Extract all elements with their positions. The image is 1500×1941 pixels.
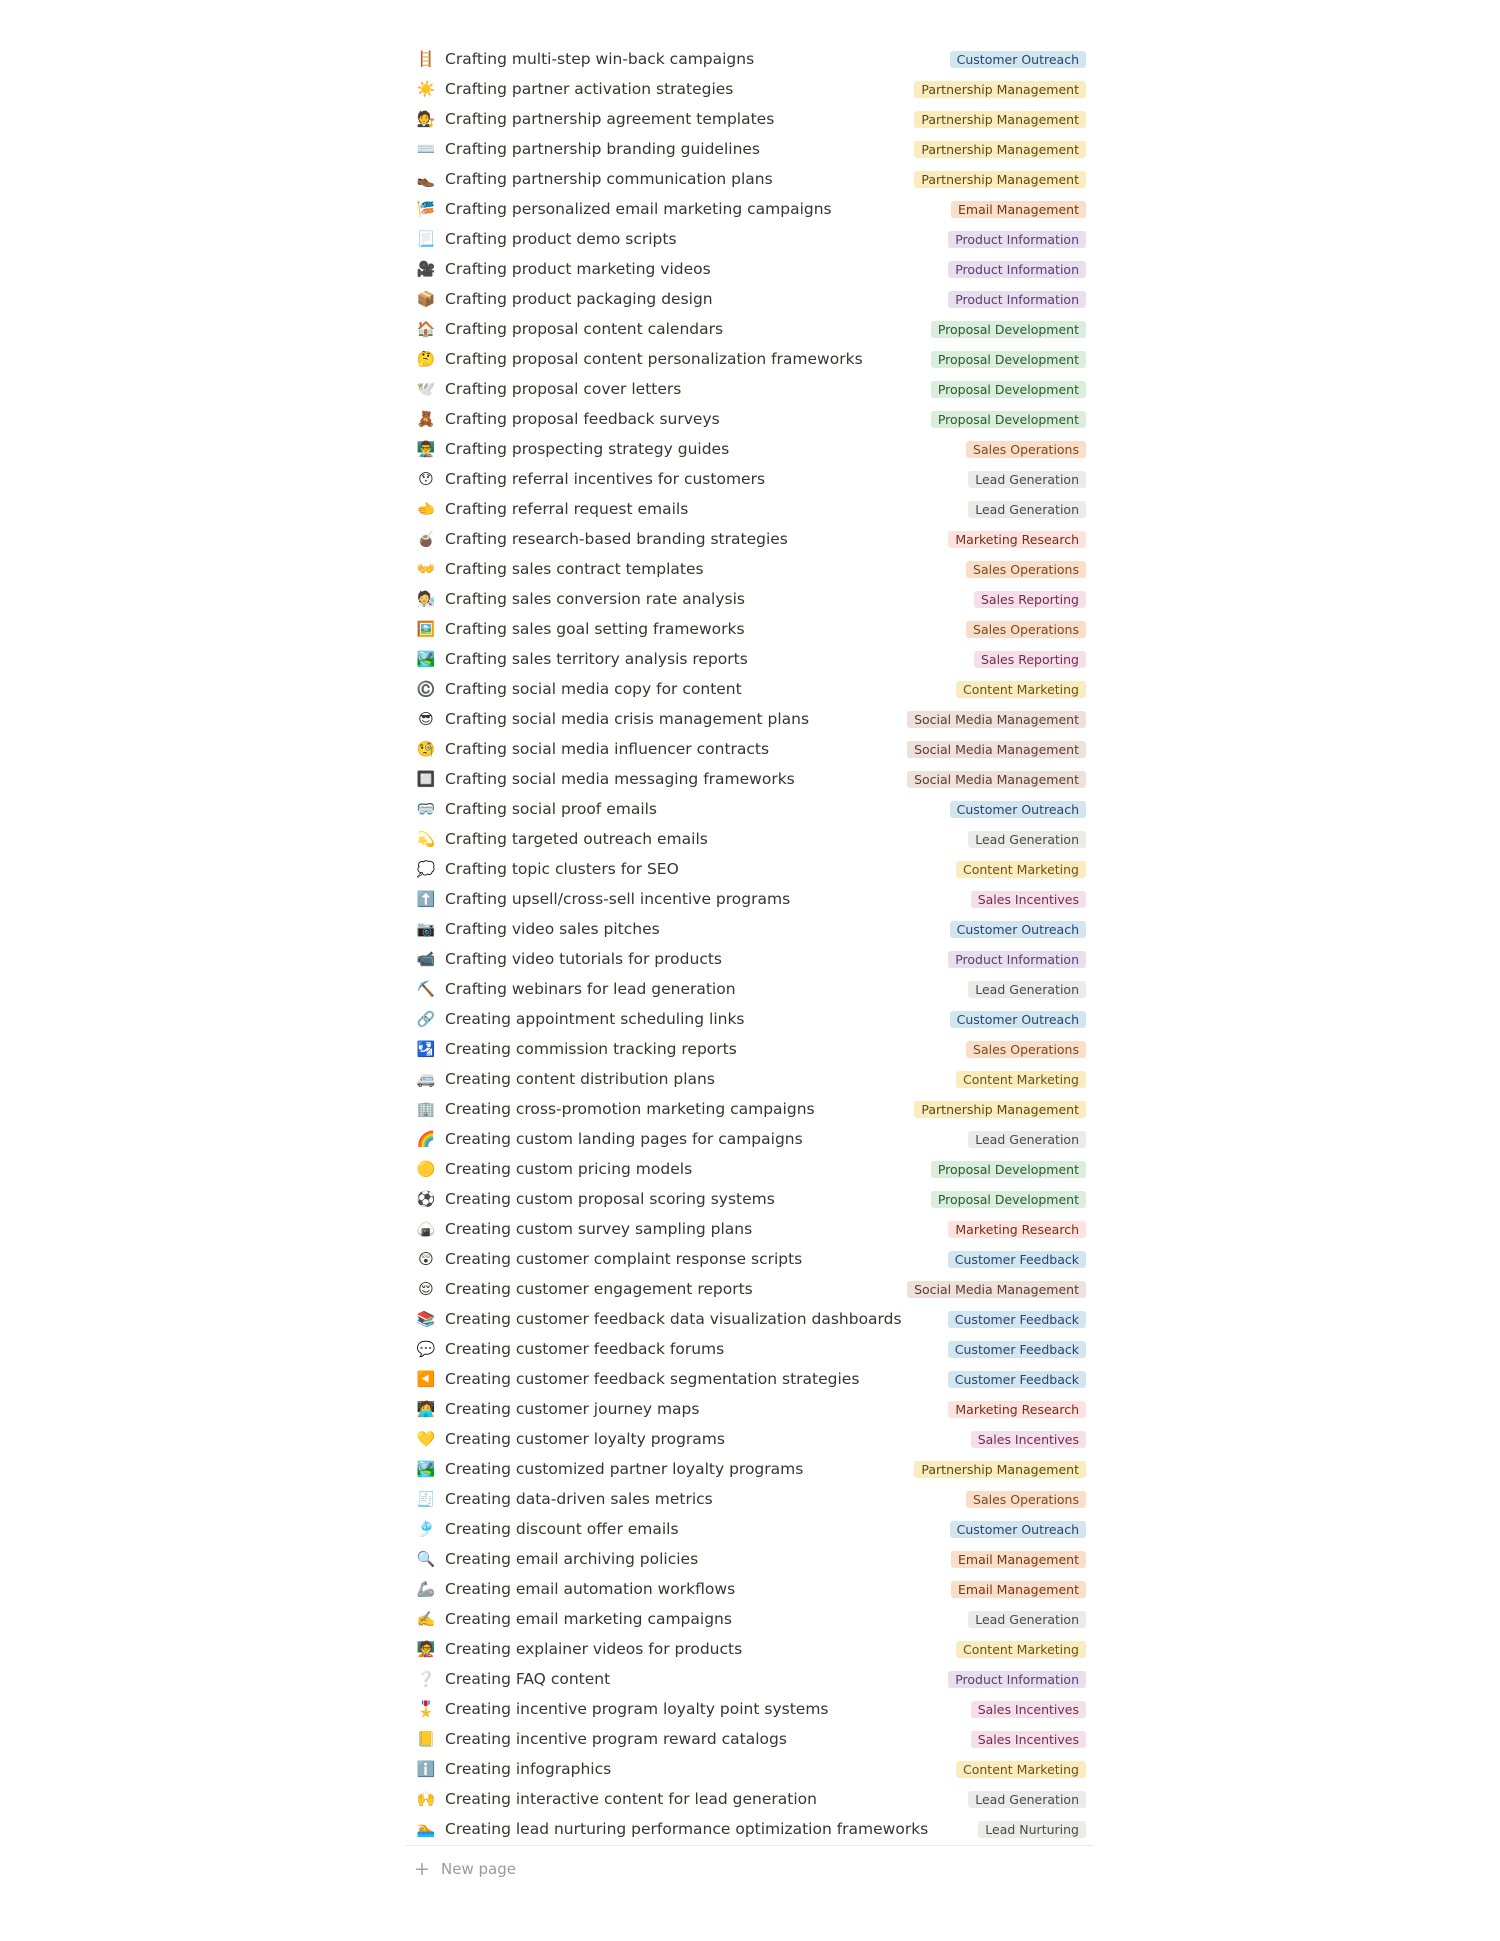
list-item[interactable] (411, 464, 1093, 494)
category-tag: Lead Generation (968, 1791, 1086, 1808)
category-tag: Sales Incentives (971, 1431, 1086, 1448)
item-title: Creating commission tracking reports (445, 1040, 737, 1058)
category-tag: Product Information (948, 1671, 1086, 1688)
category-tag: Partnership Management (914, 1461, 1086, 1478)
square-button-icon: 🔲 (416, 769, 436, 788)
category-tag: Content Marketing (956, 681, 1086, 698)
category-tag: Customer Feedback (948, 1341, 1086, 1358)
item-title: Creating interactive content for lead generation (445, 1790, 817, 1808)
database-list (411, 44, 1093, 1844)
movie-camera-icon: 🎥 (416, 259, 436, 278)
item-title: Creating infographics (445, 1760, 612, 1778)
item-title: Crafting social media messaging frameworks (445, 770, 795, 788)
ledger-icon: 📒 (416, 1729, 436, 1748)
list-item[interactable] (411, 74, 1093, 104)
item-title: Creating discount offer emails (445, 1520, 679, 1538)
category-tag: Customer Outreach (950, 1011, 1086, 1028)
scientist-icon: 🧑‍🔬 (416, 589, 436, 608)
list-item[interactable] (411, 1214, 1093, 1244)
category-tag: Proposal Development (931, 351, 1086, 368)
hand-icon: 🫲 (416, 499, 436, 518)
list-item[interactable] (411, 1454, 1093, 1484)
list-item[interactable] (411, 194, 1093, 224)
list-item[interactable] (411, 674, 1093, 704)
list-item[interactable] (411, 1154, 1093, 1184)
category-tag: Lead Generation (968, 1131, 1086, 1148)
category-tag: Sales Incentives (971, 891, 1086, 908)
shoe-icon: 👞 (416, 169, 436, 188)
list-item[interactable] (411, 314, 1093, 344)
list-item[interactable] (411, 104, 1093, 134)
item-title: Crafting proposal content calendars (445, 320, 724, 338)
item-title: Crafting personalized email marketing campaigns (445, 200, 832, 218)
list-item[interactable] (411, 1514, 1093, 1544)
list-item[interactable] (411, 374, 1093, 404)
category-tag: Sales Incentives (971, 1701, 1086, 1718)
item-title: Crafting webinars for lead generation (445, 980, 736, 998)
list-item[interactable] (411, 1004, 1093, 1034)
item-title: Crafting sales contract templates (445, 560, 704, 578)
video-camera-icon: 📹 (416, 949, 436, 968)
pick-icon: ⛏️ (416, 979, 436, 998)
item-title: Creating email marketing campaigns (445, 1610, 732, 1628)
list-item[interactable] (411, 824, 1093, 854)
category-tag: Lead Generation (968, 471, 1086, 488)
list-item[interactable] (411, 794, 1093, 824)
magnifying-glass-icon: 🔍 (416, 1549, 436, 1568)
item-title: Crafting upsell/cross-sell incentive programs (445, 890, 791, 908)
list-item[interactable] (411, 1634, 1093, 1664)
mechanical-arm-icon: 🦾 (416, 1579, 436, 1598)
category-tag: Customer Outreach (950, 801, 1086, 818)
item-title: Crafting product demo scripts (445, 230, 677, 248)
category-tag: Proposal Development (931, 411, 1086, 428)
list-item[interactable] (411, 1124, 1093, 1154)
category-tag: Proposal Development (931, 1161, 1086, 1178)
category-tag: Sales Incentives (971, 1731, 1086, 1748)
list-item[interactable] (411, 1754, 1093, 1784)
list-item[interactable] (411, 434, 1093, 464)
category-tag: Content Marketing (956, 1761, 1086, 1778)
item-title: Crafting topic clusters for SEO (445, 860, 679, 878)
list-item[interactable] (411, 614, 1093, 644)
thought-bubble-icon: 💭 (416, 859, 436, 878)
category-tag: Content Marketing (956, 861, 1086, 878)
item-title: Creating customer feedback data visualization dashboards (445, 1310, 902, 1328)
list-item[interactable] (411, 1304, 1093, 1334)
list-item[interactable] (411, 1604, 1093, 1634)
category-tag: Proposal Development (931, 381, 1086, 398)
sun-icon: ☀️ (416, 79, 436, 98)
monocle-face-icon: 🧐 (416, 739, 436, 758)
item-title: Creating lead nurturing performance optimization frameworks (445, 1820, 929, 1838)
category-tag: Lead Generation (968, 981, 1086, 998)
list-item[interactable] (411, 1664, 1093, 1694)
category-tag: Proposal Development (931, 321, 1086, 338)
category-tag: Partnership Management (914, 171, 1086, 188)
item-title: Creating custom landing pages for campaigns (445, 1130, 803, 1148)
category-tag: Product Information (948, 261, 1086, 278)
ladder-icon: 🪜 (416, 49, 436, 68)
list-item[interactable] (411, 1724, 1093, 1754)
left-triangle-icon: ◀️ (416, 1369, 436, 1388)
sunglasses-face-icon: 😎 (418, 709, 434, 728)
item-title: Crafting social media copy for content (445, 680, 742, 698)
list-item[interactable] (411, 1184, 1093, 1214)
category-tag: Marketing Research (948, 531, 1086, 548)
framed-picture-icon: 🖼️ (416, 619, 436, 638)
new-page-label: New page (441, 1860, 516, 1878)
category-tag: Customer Feedback (948, 1251, 1086, 1268)
soccer-ball-icon: ⚽ (416, 1189, 436, 1208)
list-item[interactable] (411, 584, 1093, 614)
category-tag: Lead Generation (968, 501, 1086, 518)
category-tag: Sales Operations (966, 1041, 1086, 1058)
list-item[interactable] (411, 644, 1093, 674)
list-item[interactable] (411, 1094, 1093, 1124)
category-tag: Sales Operations (966, 441, 1086, 458)
category-tag: Marketing Research (948, 1401, 1086, 1418)
writing-hand-icon: ✍️ (416, 1609, 436, 1628)
medal-icon: 🎖️ (416, 1699, 436, 1718)
category-tag: Lead Generation (968, 1611, 1086, 1628)
receipt-icon: 🧾 (416, 1489, 436, 1508)
item-title: Crafting referral request emails (445, 500, 689, 518)
list-item[interactable] (411, 1244, 1093, 1274)
list-item[interactable] (411, 1394, 1093, 1424)
category-tag: Sales Operations (966, 561, 1086, 578)
list-item[interactable] (411, 224, 1093, 254)
item-title: Crafting product packaging design (445, 290, 713, 308)
rice-ball-icon: 🍙 (416, 1219, 436, 1238)
list-item[interactable] (411, 1274, 1093, 1304)
relieved-face-icon: 😌 (418, 1279, 434, 1298)
category-tag: Customer Feedback (948, 1311, 1086, 1328)
item-title: Crafting prospecting strategy guides (445, 440, 730, 458)
goggles-icon: 🥽 (416, 799, 436, 818)
list-item[interactable] (411, 554, 1093, 584)
list-item[interactable] (411, 134, 1093, 164)
list-item[interactable] (411, 404, 1093, 434)
new-page-button[interactable] (411, 1855, 516, 1883)
item-title: Creating data-driven sales metrics (445, 1490, 713, 1508)
item-title: Crafting video sales pitches (445, 920, 660, 938)
category-tag: Email Management (951, 201, 1086, 218)
plus-icon: + (414, 1858, 430, 1880)
category-tag: Content Marketing (956, 1071, 1086, 1088)
national-park-icon: 🏞️ (416, 649, 436, 668)
item-title: Crafting multi-step win-back campaigns (445, 50, 755, 68)
item-title: Creating FAQ content (445, 1670, 611, 1688)
dizzy-star-icon: 💫 (416, 829, 436, 848)
category-tag: Customer Outreach (950, 1521, 1086, 1538)
category-tag: Customer Outreach (950, 51, 1086, 68)
item-title: Creating appointment scheduling links (445, 1010, 745, 1028)
office-building-icon: 🏢 (416, 1099, 436, 1118)
category-tag: Partnership Management (914, 111, 1086, 128)
category-tag: Email Management (951, 1551, 1086, 1568)
item-title: Crafting research-based branding strategies (445, 530, 788, 548)
category-tag: Social Media Management (907, 741, 1086, 758)
speech-bubble-icon: 💬 (416, 1339, 436, 1358)
page-icon: 📃 (416, 229, 436, 248)
item-title: Crafting proposal feedback surveys (445, 410, 720, 428)
item-title: Creating custom pricing models (445, 1160, 693, 1178)
item-title: Crafting sales goal setting frameworks (445, 620, 745, 638)
list-item[interactable] (411, 284, 1093, 314)
teacher-icon: 👨‍🏫 (416, 439, 436, 458)
category-tag: Social Media Management (907, 711, 1086, 728)
presenter-icon: 🧑‍🏫 (416, 1639, 436, 1658)
item-title: Crafting partner activation strategies (445, 80, 734, 98)
list-item[interactable] (411, 1544, 1093, 1574)
category-tag: Social Media Management (907, 1281, 1086, 1298)
item-title: Crafting partnership agreement templates (445, 110, 775, 128)
item-title: Creating email automation workflows (445, 1580, 736, 1598)
list-item[interactable] (411, 1694, 1093, 1724)
carp-streamer-icon: 🎏 (416, 199, 436, 218)
list-item[interactable] (411, 524, 1093, 554)
item-title: Crafting social proof emails (445, 800, 658, 818)
category-tag: Product Information (948, 951, 1086, 968)
item-title: Creating customized partner loyalty programs (445, 1460, 804, 1478)
package-icon: 📦 (416, 289, 436, 308)
item-title: Creating customer complaint response scripts (445, 1250, 803, 1268)
wind-chime-icon: 🎐 (416, 1519, 436, 1538)
category-tag: Partnership Management (914, 141, 1086, 158)
category-tag: Sales Operations (966, 1491, 1086, 1508)
list-item[interactable] (411, 1784, 1093, 1814)
swimmer-icon: 🏊 (416, 1819, 436, 1838)
category-tag: Email Management (951, 1581, 1086, 1598)
house-icon: 🏠 (416, 319, 436, 338)
information-icon: ℹ️ (416, 1759, 436, 1778)
category-tag: Customer Feedback (948, 1371, 1086, 1388)
list-item[interactable] (411, 1334, 1093, 1364)
category-tag: Customer Outreach (950, 921, 1086, 938)
item-title: Creating cross-promotion marketing campaigns (445, 1100, 815, 1118)
item-title: Crafting targeted outreach emails (445, 830, 708, 848)
landscape-icon: 🏞️ (416, 1459, 436, 1478)
category-tag: Sales Operations (966, 621, 1086, 638)
list-item[interactable] (411, 1484, 1093, 1514)
list-item[interactable] (411, 1034, 1093, 1064)
list-item[interactable] (411, 734, 1093, 764)
item-title: Crafting video tutorials for products (445, 950, 722, 968)
question-mark-icon: ❔ (416, 1669, 436, 1688)
list-item[interactable] (411, 974, 1093, 1004)
item-title: Creating customer feedback forums (445, 1340, 725, 1358)
category-tag: Marketing Research (948, 1221, 1086, 1238)
item-title: Creating customer journey maps (445, 1400, 700, 1418)
list-item[interactable] (411, 884, 1093, 914)
item-title: Creating customer engagement reports (445, 1280, 753, 1298)
item-title: Creating incentive program reward catalogs (445, 1730, 787, 1748)
up-arrow-icon: ⬆️ (416, 889, 436, 908)
item-title: Crafting social media influencer contracts (445, 740, 770, 758)
copyright-icon: ©️ (416, 679, 436, 698)
list-item[interactable] (411, 1574, 1093, 1604)
van-icon: 🚐 (416, 1069, 436, 1088)
item-title: Crafting sales territory analysis reports (445, 650, 748, 668)
camera-icon: 📷 (416, 919, 436, 938)
list-item[interactable] (411, 704, 1093, 734)
category-tag: Partnership Management (914, 81, 1086, 98)
rainbow-icon: 🌈 (416, 1129, 436, 1148)
technologist-icon: 🧑‍💻 (416, 1399, 436, 1418)
list-item[interactable] (411, 344, 1093, 374)
category-tag: Product Information (948, 291, 1086, 308)
list-item[interactable] (411, 44, 1093, 74)
list-item[interactable] (411, 944, 1093, 974)
category-tag: Social Media Management (907, 771, 1086, 788)
item-title: Crafting product marketing videos (445, 260, 711, 278)
category-tag: Product Information (948, 231, 1086, 248)
category-tag: Partnership Management (914, 1101, 1086, 1118)
link-icon: 🔗 (416, 1009, 436, 1028)
list-item[interactable] (411, 1814, 1093, 1844)
list-item[interactable] (411, 164, 1093, 194)
list-item[interactable] (411, 1064, 1093, 1094)
category-tag: Lead Nurturing (978, 1821, 1086, 1838)
category-tag: Content Marketing (956, 1641, 1086, 1658)
item-title: Creating customer loyalty programs (445, 1430, 725, 1448)
yellow-heart-icon: 💛 (416, 1429, 436, 1448)
category-tag: Sales Reporting (974, 591, 1086, 608)
item-title: Crafting proposal content personalization frameworks (445, 350, 863, 368)
item-title: Creating email archiving policies (445, 1550, 699, 1568)
books-icon: 📚 (416, 1309, 436, 1328)
list-item[interactable] (411, 764, 1093, 794)
item-title: Crafting referral incentives for customers (445, 470, 766, 488)
keyboard-icon: ⌨️ (416, 139, 436, 158)
item-title: Creating incentive program loyalty point systems (445, 1700, 829, 1718)
item-title: Crafting social media crisis management plans (445, 710, 810, 728)
item-title: Crafting proposal cover letters (445, 380, 682, 398)
item-title: Crafting partnership branding guidelines (445, 140, 761, 158)
dove-icon: 🕊️ (416, 379, 436, 398)
category-tag: Lead Generation (968, 831, 1086, 848)
passport-control-icon: 🛂 (416, 1039, 436, 1058)
surprised-face-icon: 😯 (418, 469, 434, 488)
teddy-bear-icon: 🧸 (416, 409, 436, 428)
item-title: Creating custom proposal scoring systems (445, 1190, 775, 1208)
list-item[interactable] (411, 914, 1093, 944)
astonished-face-icon: 😲 (418, 1249, 434, 1268)
judge-icon: 🧑‍⚖️ (416, 109, 436, 128)
list-item[interactable] (411, 1364, 1093, 1394)
list-item[interactable] (411, 494, 1093, 524)
item-title: Crafting sales conversion rate analysis (445, 590, 745, 608)
list-divider (405, 1845, 1093, 1846)
open-hands-icon: 👐 (416, 559, 436, 578)
mate-icon: 🧉 (416, 529, 436, 548)
item-title: Creating custom survey sampling plans (445, 1220, 753, 1238)
item-title: Creating explainer videos for products (445, 1640, 743, 1658)
thinking-face-icon: 🤔 (416, 349, 436, 368)
item-title: Crafting partnership communication plans (445, 170, 773, 188)
category-tag: Sales Reporting (974, 651, 1086, 668)
item-title: Creating content distribution plans (445, 1070, 715, 1088)
raised-hands-icon: 🙌 (416, 1789, 436, 1808)
item-title: Creating customer feedback segmentation strategies (445, 1370, 860, 1388)
yellow-circle-icon: 🟡 (416, 1159, 436, 1178)
category-tag: Proposal Development (931, 1191, 1086, 1208)
list-item[interactable] (411, 254, 1093, 284)
list-item[interactable] (411, 854, 1093, 884)
list-item[interactable] (411, 1424, 1093, 1454)
